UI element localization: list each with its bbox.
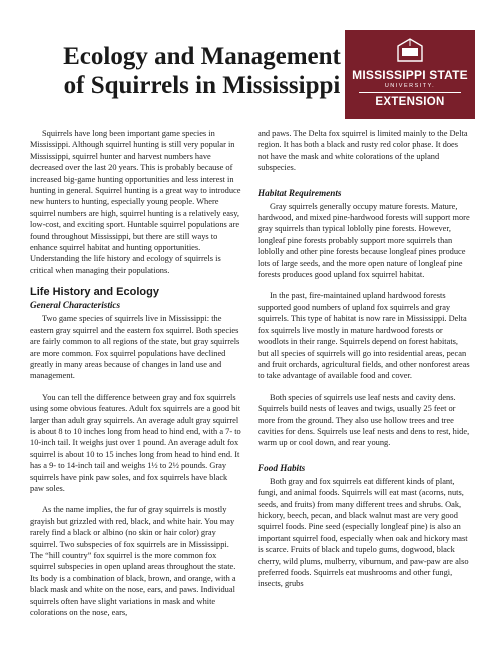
- section-heading: Life History and Ecology: [30, 286, 159, 299]
- logo-line-1: MISSISSIPPI STATE: [352, 68, 468, 82]
- paragraph-continued: and paws. The Delta fox squirrel is limited mainly to the Delta region. It has both a black and rusty red color phase. It does not have the mask and white colorations of the upland subspecies.: [258, 129, 468, 173]
- subheading-food: Food Habits: [258, 462, 306, 473]
- paragraph: Gray squirrels generally occupy mature forests. Mature, hardwood, and mixed pine-hardwood forests will support more gray squirrels than typical loblolly pine forests. However, longleaf pine forests probably support more squirrels than loblolly and other pine forests because longleaf pines produce lots of large seeds, and the more open nature of longleaf pine forests produces good upland fox squirrel habitat.: [258, 201, 470, 280]
- logo-line-2: UNIVERSITY.: [384, 83, 436, 89]
- intro-paragraph: Squirrels have long been important game species in Mississippi. Although squirrel hunting is still very popular in Mississippi, squirrel hunter and harvest numbers have decreased over the last 20 years. This is probably because of increased big-game hunting opportunities and less interest in hunting in general. Squirrel hunting is a great way to introduce new hunters to hunting, especially young people. Where squirrel numbers are high, squirrel hunting is a relatively easy, low-cost, and exciting sport. Huntable squirrel populations are found throughout Mississippi, but there are still ways to enhance squirrel habitat and hunting opportunities. Understanding the life history and ecology of squirrels is critical when managing their populations.: [30, 129, 241, 275]
- title-line-1: Ecology and Management: [63, 43, 341, 70]
- document-title: [52, 42, 352, 100]
- subheading-habitat: Habitat Requirements: [258, 187, 342, 198]
- title-line-2: of Squirrels in Mississippi: [63, 72, 341, 99]
- right-column: [258, 128, 470, 600]
- paragraph: In the past, fire-maintained upland hardwood forests supported good numbers of upland fox squirrels and gray squirrels. This type of habitat is now rare in Mississippi. Delta fox squirrels live mostly in mature hardwood forests or woodlots in their range. Squirrels depend on forest habitats, but all species of squirrels will go into residential areas, pecan and fruit orchards, agricultural fields, and other nonforest areas to take advantage of available food and cover.: [258, 291, 470, 381]
- logo-divider: [359, 92, 461, 93]
- left-column: [30, 128, 242, 628]
- subheading-general: General Characteristics: [30, 300, 121, 311]
- paragraph: You can tell the difference between gray and fox squirrels using some obvious features. Adult fox squirrels are a good bit larger than adult gray squirrels. An average adult gray squirrel is about 8 to 10 inches long from head to hind end, with a 7- to 10-inch tail. It weighs just over 1 pound. An average adult fox squirrel is about 10 to 15 inches long from head to hind end. It has a 9- to 14-inch tail and weighs 1½ to 2½ pounds. Gray squirrels have pink paw soles, and fox squirrels have black paw soles.: [30, 392, 241, 493]
- paragraph: Both species of squirrels use leaf nests and cavity dens. Squirrels build nests of leaves and twigs, usually 25 feet or more from the ground. They also use hollow trees and tree cavities for dens. Squirrels use leaf nests and dens to rest, hide, warm up or cool down, and rear young.: [258, 392, 470, 448]
- paragraph: Two game species of squirrels live in Mississippi: the eastern gray squirrel and the eastern fox squirrel. Both species are fairly common to all regions of the state, but gray squirrels are more common. Fox squirrel populations have declined greatly in many areas because of changes in land use and management.: [30, 314, 240, 381]
- paragraph: As the name implies, the fur of gray squirrels is mostly grayish but grizzled with red, black, and white hair. You may rarely find a black or albino (no skin or hair color) gray squirrel. Two subspecies of fox squirrels are in Mississippi. The “hill country” fox squirrel is the more common fox squirrel subspecies in open upland areas throughout the state. Its body is a combination of black, brown, and orange, with a black mask and white on the nose, ears, and paws. Individual squirrels often have slight variations in mask and white colorations on the nose, ears,: [30, 505, 236, 618]
- msu-seal-icon: [395, 36, 425, 62]
- paragraph: Both gray and fox squirrels eat different kinds of plant, fungi, and animal foods. Squirrels will eat mast (acorns, nuts, seeds, and fruits) from many different trees and shrubs. Oak, hickory, beech, pecan, and black walnut mast are very good squirrel foods. Pine seed (especially longleaf pine) is also an important squirrel food, especially when oak and hickory mast is scarce. Fruits of black and tupelo gums, dogwood, black cherry, wild plums, mulberry, viburnum, and paw-paw are also preferred foods. Squirrels eat mushrooms and other fungi, insects, grubs: [258, 476, 469, 589]
- logo-line-3: EXTENSION: [375, 96, 445, 108]
- msu-extension-logo: [345, 30, 475, 119]
